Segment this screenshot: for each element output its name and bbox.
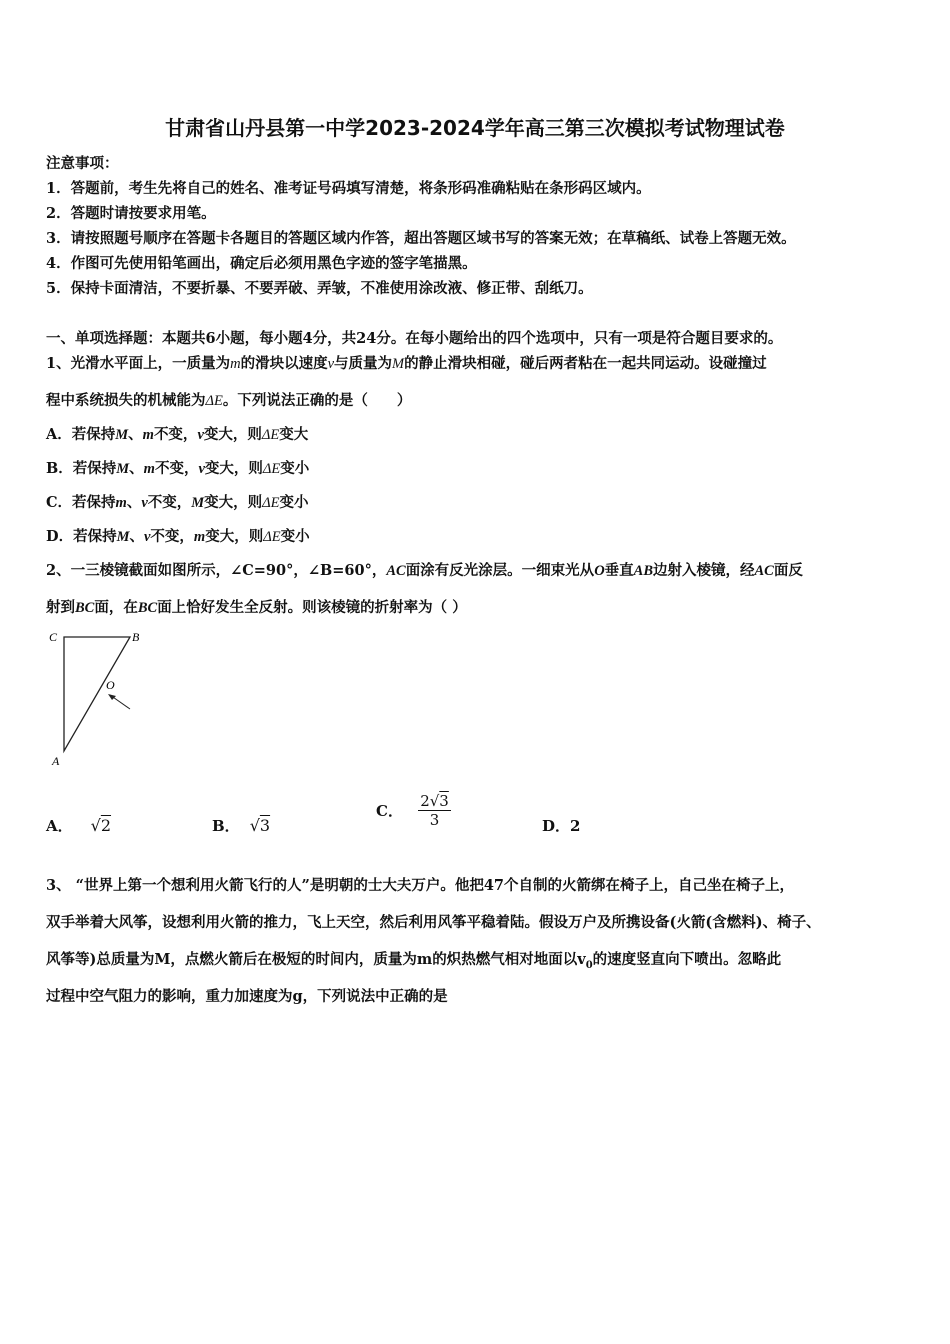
prism-triangle	[64, 637, 130, 751]
notice-item-1: 1．答题前，考生先将自己的姓名、准考证号码填写清楚，将条形码准确粘贴在条形码区域内。	[46, 180, 651, 197]
q1-option-b: B．若保持M、m不变，v变大，则ΔE变小	[46, 460, 310, 477]
notice-item-3: 3．请按照题号顺序在答题卡各题目的答题区域内作答，超出答题区域书写的答案无效；在草稿纸、试卷上答题无效。	[46, 230, 796, 247]
q1-option-d: D．若保持M、v不变，m变大，则ΔE变小	[46, 528, 310, 545]
page-title: 甘肃省山丹县第一中学2023-2024学年高三第三次模拟考试物理试卷	[165, 116, 785, 140]
label-o: O	[106, 678, 115, 692]
label-b: B	[132, 630, 140, 644]
prism-diagram	[40, 625, 150, 770]
q2-option-a: A． √2	[46, 816, 112, 835]
q1-option-c: C．若保持m、v不变，M变大，则ΔE变小	[46, 494, 309, 511]
q3-line-4: 过程中空气阻力的影响，重力加速度为g，下列说法中正确的是	[46, 988, 448, 1005]
q2-stem-line-1: 2、一三棱镜截面如图所示，∠C=90°，∠B=60°，AC面涂有反光涂层。一细束光从O垂直AB边射入棱镜，经AC面反	[46, 562, 803, 579]
section-1-heading: 一、单项选择题：本题共6小题，每小题4分，共24分。在每小题给出的四个选项中，只有一项是符合题目要求的。	[46, 330, 783, 347]
q1-stem-line-1: 1、光滑水平面上，一质量为m的滑块以速度v与质量为M的静止滑块相碰，碰后两者粘在一起共同运动。设碰撞过	[46, 355, 767, 372]
label-a: A	[52, 754, 60, 768]
q2-option-d: D．2	[542, 817, 581, 835]
q3-line-2: 双手举着大风筝，设想利用火箭的推力，飞上天空，然后利用风筝平稳着陆。假设万户及所携设备(火箭(含燃料)、椅子、	[46, 914, 821, 931]
notice-item-5: 5．保持卡面清洁，不要折暴、不要弄破、弄皱，不准使用涂改液、修正带、刮纸刀。	[46, 280, 593, 297]
q1-stem-line-2: 程中系统损失的机械能为ΔE。下列说法正确的是（ ）	[46, 392, 412, 409]
notice-item-4: 4．作图可先使用铅笔画出，确定后必须用黑色字迹的签字笔描黑。	[46, 255, 477, 272]
label-c: C	[49, 630, 58, 644]
ray-arrowhead	[108, 694, 116, 700]
q2-option-b: B． √3	[212, 816, 271, 835]
q2-stem-line-2: 射到BC面，在BC面上恰好发生全反射。则该棱镜的折射率为（ ）	[46, 599, 467, 616]
q3-line-1: 3、 “世界上第一个想利用火箭飞行的人”是明朝的士大夫万户。他把47个自制的火箭绑在椅子上，自己坐在椅子上，	[46, 877, 794, 894]
notice-item-2: 2．答题时请按要求用笔。	[46, 205, 216, 222]
q1-option-a: A．若保持M、m不变，v变大，则ΔE变大	[46, 426, 309, 443]
notice-heading: 注意事项：	[46, 155, 119, 172]
q2-option-c: C． $\frac{2√3}{3}$	[376, 792, 449, 829]
q3-line-3: 风筝等)总质量为M，点燃火箭后在极短的时间内，质量为m的炽热燃气相对地面以$v_0$的速度竖直向下喷出。忽略此	[46, 951, 782, 971]
